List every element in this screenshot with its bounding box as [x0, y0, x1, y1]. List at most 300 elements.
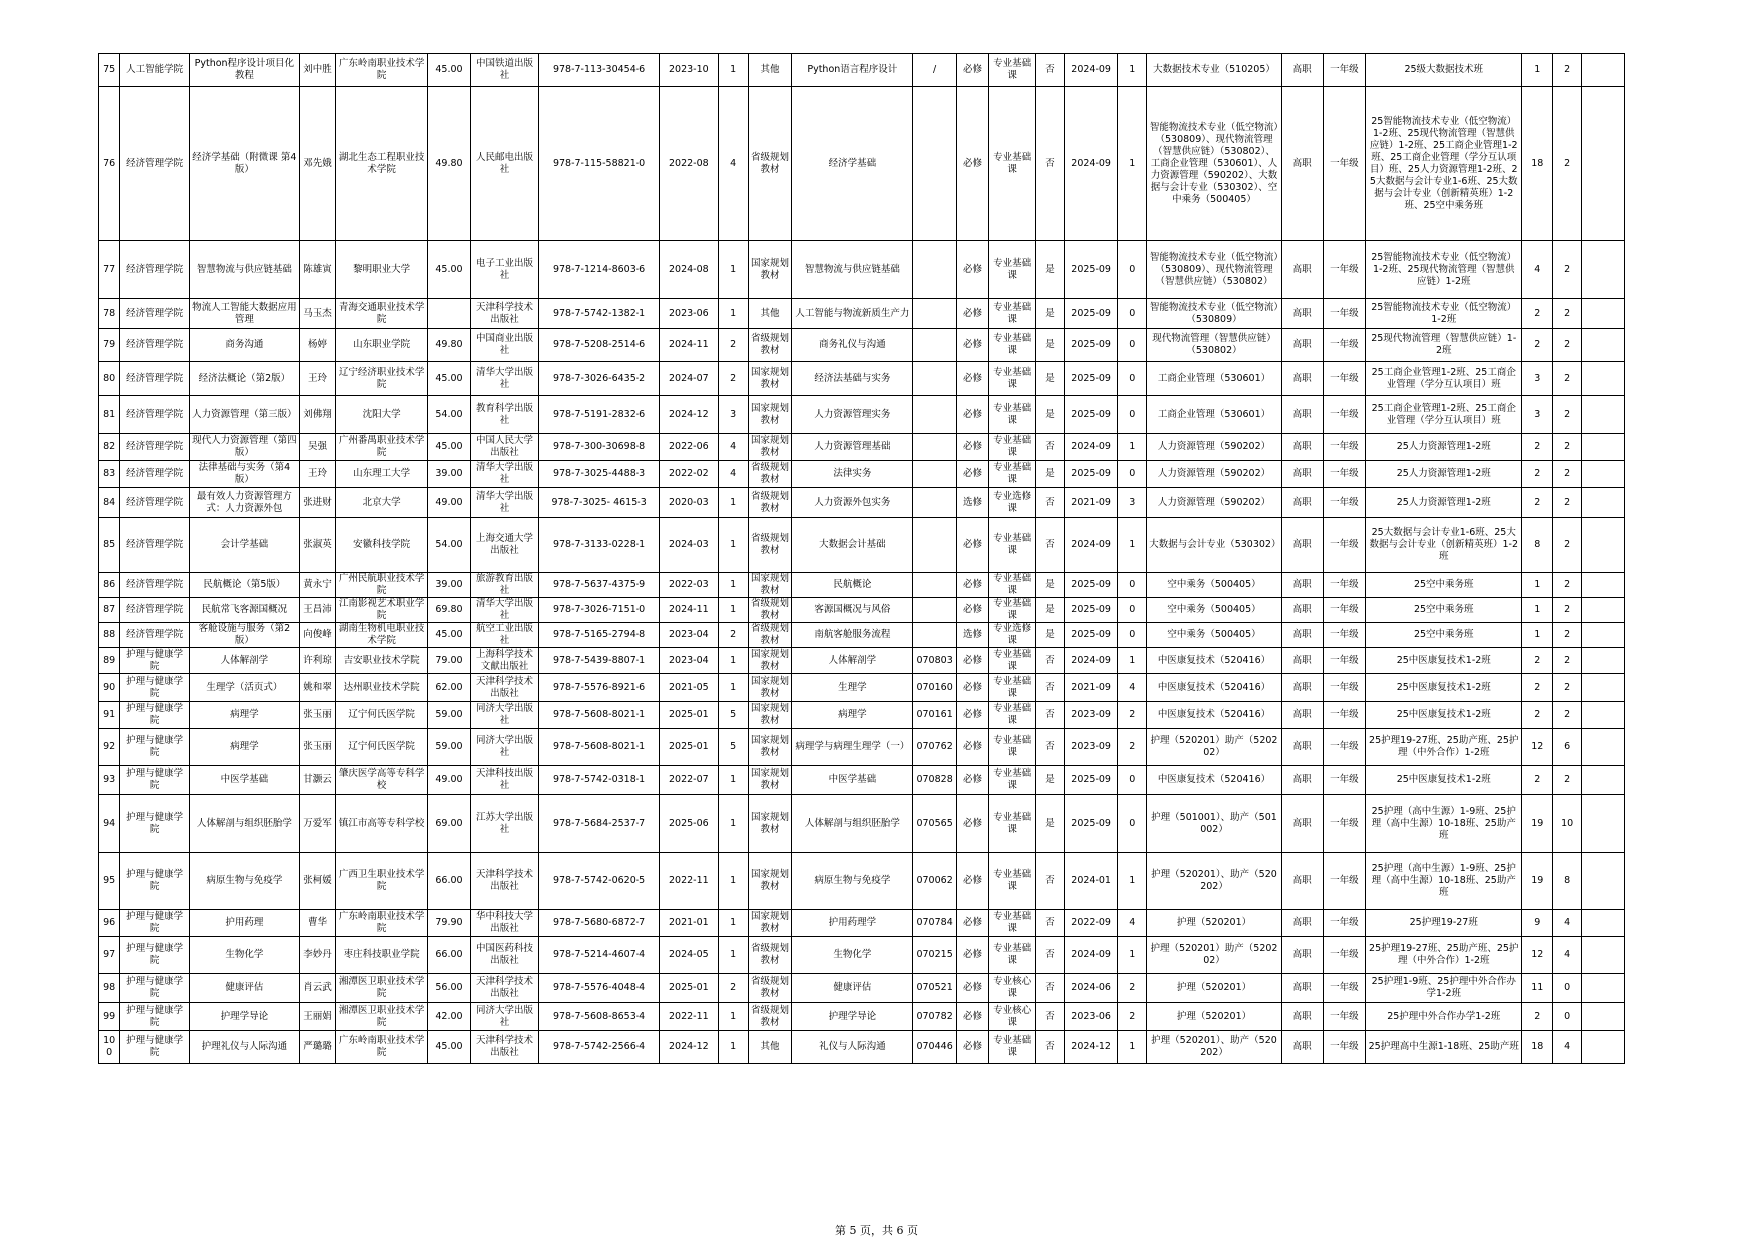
table-cell: 高职	[1281, 362, 1323, 396]
table-cell: 工商企业管理（530601）	[1147, 362, 1282, 396]
table-cell: 高职	[1281, 674, 1323, 702]
table-cell: 经济管理学院	[120, 299, 189, 329]
table-cell	[913, 461, 957, 488]
table-cell: 专业基础课	[989, 54, 1036, 87]
table-cell: 必修	[957, 974, 989, 1003]
table-cell: 2025-06	[659, 795, 718, 853]
table-cell: 1	[1522, 573, 1553, 598]
table-cell: 王丽娟	[299, 1003, 335, 1031]
table-cell: 向俊峰	[299, 623, 335, 648]
table-cell	[1582, 623, 1625, 648]
table-cell: 国家规划教材	[748, 362, 792, 396]
table-cell: 2025-09	[1064, 461, 1117, 488]
table-cell: 是	[1036, 598, 1065, 623]
table-cell	[913, 299, 957, 329]
table-cell: 49.80	[428, 329, 471, 362]
table-cell: 39.00	[428, 461, 471, 488]
table-cell: 85	[99, 518, 120, 573]
table-cell: 59.00	[428, 702, 471, 729]
table-cell: 978-7-5208-2514-6	[539, 329, 660, 362]
table-cell: 98	[99, 974, 120, 1003]
table-row	[99, 329, 1625, 362]
table-cell: 山东理工大学	[336, 461, 428, 488]
table-cell: 必修	[957, 54, 989, 87]
table-cell: 同济大学出版社	[470, 729, 538, 766]
table-cell: 070521	[913, 974, 957, 1003]
table-cell: 2025-09	[1064, 795, 1117, 853]
table-cell: 会计学基础	[189, 518, 299, 573]
table-cell: 9	[1522, 910, 1553, 937]
table-cell: 省级规划教材	[748, 1003, 792, 1031]
table-cell: 护理（520201）	[1147, 910, 1282, 937]
table-cell: Python语言程序设计	[792, 54, 913, 87]
table-cell: 18	[1522, 1031, 1553, 1064]
table-cell: 2	[1553, 488, 1582, 518]
table-row	[99, 648, 1625, 674]
table-cell: 张进财	[299, 488, 335, 518]
table-cell: 是	[1036, 299, 1065, 329]
table-cell: 病理学与病理生理学（一）	[792, 729, 913, 766]
table-cell: 2022-09	[1064, 910, 1117, 937]
table-cell: 2	[1118, 702, 1147, 729]
table-cell	[1582, 853, 1625, 910]
table-cell: 91	[99, 702, 120, 729]
table-cell: 59.00	[428, 729, 471, 766]
table-cell: 清华大学出版社	[470, 461, 538, 488]
table-cell: 专业基础课	[989, 674, 1036, 702]
table-cell: 978-7-5608-8653-4	[539, 1003, 660, 1031]
table-cell: 2021-09	[1064, 674, 1117, 702]
table-cell: 省级规划教材	[748, 461, 792, 488]
table-cell: 民航常飞客源国概况	[189, 598, 299, 623]
table-cell: 是	[1036, 766, 1065, 795]
table-cell: 必修	[957, 299, 989, 329]
table-cell: 空中乘务（500405）	[1147, 573, 1282, 598]
table-cell: 1	[1118, 54, 1147, 87]
table-cell: 978-7-5608-8021-1	[539, 702, 660, 729]
table-cell: 一年级	[1323, 910, 1366, 937]
table-cell: 高职	[1281, 396, 1323, 434]
table-cell: 0	[1118, 766, 1147, 795]
table-cell: 2021-09	[1064, 488, 1117, 518]
table-cell: 4	[1522, 241, 1553, 299]
table-cell: 其他	[748, 299, 792, 329]
table-cell: 教育科学出版社	[470, 396, 538, 434]
table-cell: 国家规划教材	[748, 573, 792, 598]
table-cell: 生理学（活页式）	[189, 674, 299, 702]
table-cell: 88	[99, 623, 120, 648]
table-cell: 2022-06	[659, 434, 718, 461]
table-cell: 66.00	[428, 853, 471, 910]
table-cell: 智慧物流与供应链基础	[189, 241, 299, 299]
table-cell: 一年级	[1323, 241, 1366, 299]
table-row	[99, 518, 1625, 573]
table-cell	[1582, 241, 1625, 299]
table-cell: 礼仪与人际沟通	[792, 1031, 913, 1064]
table-cell: 2	[1522, 329, 1553, 362]
table-cell: 病理学	[189, 729, 299, 766]
table-cell: 2024-05	[659, 937, 718, 974]
table-cell: 070784	[913, 910, 957, 937]
table-cell: 56.00	[428, 974, 471, 1003]
table-cell: 978-7-5576-4048-4	[539, 974, 660, 1003]
table-cell	[1582, 329, 1625, 362]
table-cell: 否	[1036, 54, 1065, 87]
table-cell: 0	[1118, 362, 1147, 396]
table-cell: 2025-01	[659, 702, 718, 729]
table-cell: 一年级	[1323, 87, 1366, 241]
table-cell: 070828	[913, 766, 957, 795]
table-cell: 人工智能学院	[120, 54, 189, 87]
table-cell: 中国医药科技出版社	[470, 937, 538, 974]
table-cell: 4	[1118, 910, 1147, 937]
table-cell: 江苏大学出版社	[470, 795, 538, 853]
table-cell: 专业基础课	[989, 362, 1036, 396]
table-cell: 护理与健康学院	[120, 853, 189, 910]
table-cell: 中国商业出版社	[470, 329, 538, 362]
page-footer: 第 5 页，共 6 页	[835, 1224, 918, 1237]
table-cell: 护理与健康学院	[120, 974, 189, 1003]
table-cell: 2024-03	[659, 518, 718, 573]
table-cell: 83	[99, 461, 120, 488]
table-cell: 经济管理学院	[120, 87, 189, 241]
table-cell: 25级大数据技术班	[1366, 54, 1522, 87]
table-cell: 专业基础课	[989, 937, 1036, 974]
table-cell	[1582, 54, 1625, 87]
table-cell: 天津科学技术出版社	[470, 674, 538, 702]
table-cell: 0	[1118, 573, 1147, 598]
table-cell: 2024-12	[659, 396, 718, 434]
table-cell: 民航概论（第5版）	[189, 573, 299, 598]
table-cell: 25智能物流技术专业（低空物流）1-2班、25现代物流管理（智慧供应链）1-2班、25工商企业管理1-2班、25工商企业管理（学分互认项目）班、25人力资源管理1-2班、25大数据与会计专业1-6班、25大数据与会计专业（创新精英班）1-2班、25空中乘务班	[1366, 87, 1522, 241]
table-cell: Python程序设计项目化教程	[189, 54, 299, 87]
table-cell: 广东岭南职业技术学院	[336, 54, 428, 87]
table-cell: 978-7-5742-2566-4	[539, 1031, 660, 1064]
table-cell: 2023-09	[1064, 729, 1117, 766]
table-cell: 0	[1118, 299, 1147, 329]
table-cell: 必修	[957, 702, 989, 729]
table-cell: 978-7-5680-6872-7	[539, 910, 660, 937]
table-cell: 护用药理学	[792, 910, 913, 937]
table-cell: 79.00	[428, 648, 471, 674]
table-cell: 2	[1118, 974, 1147, 1003]
table-cell: 王玲	[299, 461, 335, 488]
table-cell: 专业选修课	[989, 488, 1036, 518]
table-cell: 25现代物流管理（智慧供应链）1-2班	[1366, 329, 1522, 362]
table-cell: 中医康复技术（520416）	[1147, 766, 1282, 795]
table-cell: 护理（520201）、助产（520202）	[1147, 1031, 1282, 1064]
table-cell: 航空工业出版社	[470, 623, 538, 648]
table-cell: 必修	[957, 518, 989, 573]
table-cell: 万爱军	[299, 795, 335, 853]
table-cell: 93	[99, 766, 120, 795]
table-cell: 2024-06	[1064, 974, 1117, 1003]
table-cell	[913, 518, 957, 573]
table-row	[99, 241, 1625, 299]
table-cell: 一年级	[1323, 488, 1366, 518]
table-cell: 3	[1118, 488, 1147, 518]
table-cell: 是	[1036, 461, 1065, 488]
table-cell: 45.00	[428, 362, 471, 396]
table-cell	[1582, 729, 1625, 766]
table-cell: 护理与健康学院	[120, 910, 189, 937]
table-cell: 2025-09	[1064, 241, 1117, 299]
table-cell: 4	[718, 461, 748, 488]
table-cell: 1	[718, 937, 748, 974]
table-cell: 39.00	[428, 573, 471, 598]
table-cell: 2	[1553, 461, 1582, 488]
table-cell: 专业基础课	[989, 241, 1036, 299]
table-cell: 2	[718, 974, 748, 1003]
table-cell: 0	[1118, 396, 1147, 434]
table-cell: 一年级	[1323, 329, 1366, 362]
table-cell: 刘佛翔	[299, 396, 335, 434]
table-row	[99, 362, 1625, 396]
table-cell: 专业基础课	[989, 87, 1036, 241]
table-cell: 高职	[1281, 54, 1323, 87]
table-cell	[913, 623, 957, 648]
table-cell: 25工商企业管理1-2班、25工商企业管理（学分互认项目）班	[1366, 396, 1522, 434]
table-cell: 上海科学技术文献出版社	[470, 648, 538, 674]
table-cell: 专业基础课	[989, 396, 1036, 434]
table-cell: 广州民航职业技术学院	[336, 573, 428, 598]
table-cell: 高职	[1281, 598, 1323, 623]
table-cell: 95	[99, 853, 120, 910]
table-cell: 978-7-5742-0318-1	[539, 766, 660, 795]
table-cell: 2023-06	[1064, 1003, 1117, 1031]
table-cell: 一年级	[1323, 795, 1366, 853]
table-cell: 25空中乘务班	[1366, 573, 1522, 598]
table-cell: 2	[1553, 87, 1582, 241]
table-cell: 1	[1118, 518, 1147, 573]
table-cell: 现代物流管理（智慧供应链）（530802）	[1147, 329, 1282, 362]
table-cell: 0	[1553, 1003, 1582, 1031]
table-cell: 上海交通大学出版社	[470, 518, 538, 573]
table-cell: 978-7-5576-8921-6	[539, 674, 660, 702]
table-cell: 0	[1118, 623, 1147, 648]
table-cell	[1582, 910, 1625, 937]
table-cell: 4	[718, 87, 748, 241]
table-cell: 2	[1553, 573, 1582, 598]
table-cell: 2	[1522, 648, 1553, 674]
table-cell: 护理（520201）、助产（520202）	[1147, 853, 1282, 910]
table-cell: 25护理19-27班	[1366, 910, 1522, 937]
table-cell: 25人力资源管理1-2班	[1366, 434, 1522, 461]
table-cell: 2	[718, 623, 748, 648]
table-cell: 25护理1-9班、25护理中外合作办学1-2班	[1366, 974, 1522, 1003]
table-cell: 国家规划教材	[748, 396, 792, 434]
table-cell: 一年级	[1323, 299, 1366, 329]
table-cell: 25护理19-27班、25助产班、25护理（中外合作）1-2班	[1366, 729, 1522, 766]
table-cell: 肖云武	[299, 974, 335, 1003]
table-cell: 42.00	[428, 1003, 471, 1031]
table-cell: 1	[718, 241, 748, 299]
table-cell: 2025-09	[1064, 396, 1117, 434]
table-cell: 070062	[913, 853, 957, 910]
table-cell	[913, 396, 957, 434]
table-cell: 66.00	[428, 937, 471, 974]
table-cell: 必修	[957, 1003, 989, 1031]
table-cell: 978-7-5684-2537-7	[539, 795, 660, 853]
table-row	[99, 674, 1625, 702]
table-cell: 2	[1522, 766, 1553, 795]
table-cell: 清华大学出版社	[470, 362, 538, 396]
table-cell: 2024-09	[1064, 648, 1117, 674]
table-cell: 马玉杰	[299, 299, 335, 329]
table-cell: 否	[1036, 434, 1065, 461]
table-cell	[913, 362, 957, 396]
table-cell: 一年级	[1323, 1003, 1366, 1031]
table-cell	[1582, 87, 1625, 241]
table-cell: 王昌沛	[299, 598, 335, 623]
table-cell: 2	[1553, 702, 1582, 729]
table-cell: 25中医康复技术1-2班	[1366, 766, 1522, 795]
table-cell	[913, 241, 957, 299]
table-cell: 其他	[748, 54, 792, 87]
table-cell: 94	[99, 795, 120, 853]
table-cell: 一年级	[1323, 648, 1366, 674]
table-cell: 76	[99, 87, 120, 241]
table-row	[99, 937, 1625, 974]
table-cell: 北京大学	[336, 488, 428, 518]
table-cell: 智能物流技术专业（低空物流）（530809）、现代物流管理（智慧供应链）（530802）	[1147, 241, 1282, 299]
table-cell: 2	[1553, 648, 1582, 674]
table-cell: 89	[99, 648, 120, 674]
table-cell: 1	[718, 853, 748, 910]
table-cell: 25大数据与会计专业1-6班、25大数据与会计专业（创新精英班）1-2班	[1366, 518, 1522, 573]
table-cell: 人力资源管理基础	[792, 434, 913, 461]
table-cell: 高职	[1281, 241, 1323, 299]
table-cell: 枣庄科技职业学院	[336, 937, 428, 974]
table-cell: 经济管理学院	[120, 434, 189, 461]
table-cell: 一年级	[1323, 573, 1366, 598]
table-cell: 79	[99, 329, 120, 362]
table-cell: 经济法基础与实务	[792, 362, 913, 396]
table-cell: 2024-07	[659, 362, 718, 396]
table-cell: 专业核心课	[989, 974, 1036, 1003]
table-cell: 高职	[1281, 299, 1323, 329]
table-cell: 护理与健康学院	[120, 1003, 189, 1031]
table-cell: 1	[718, 766, 748, 795]
table-cell: 25中医康复技术1-2班	[1366, 702, 1522, 729]
table-cell: 清华大学出版社	[470, 488, 538, 518]
table-cell: 护理与健康学院	[120, 1031, 189, 1064]
table-cell: 电子工业出版社	[470, 241, 538, 299]
table-cell: 978-7-3026-6435-2	[539, 362, 660, 396]
table-cell: 一年级	[1323, 853, 1366, 910]
table-cell: 选修	[957, 488, 989, 518]
table-cell: 经济法概论（第2版）	[189, 362, 299, 396]
table-cell: 79.90	[428, 910, 471, 937]
table-cell: 8	[1553, 853, 1582, 910]
table-cell: 1	[1118, 1031, 1147, 1064]
table-cell	[1582, 974, 1625, 1003]
table-cell: 黄永宁	[299, 573, 335, 598]
table-cell: 84	[99, 488, 120, 518]
table-cell: 4	[718, 434, 748, 461]
table-cell	[1582, 766, 1625, 795]
table-cell: 978-7-3025- 4615-3	[539, 488, 660, 518]
table-cell: 辽宁经济职业技术学院	[336, 362, 428, 396]
table-cell: 工商企业管理（530601）	[1147, 396, 1282, 434]
table-cell: 25中医康复技术1-2班	[1366, 648, 1522, 674]
table-cell: 青海交通职业技术学院	[336, 299, 428, 329]
table-cell: 生物化学	[189, 937, 299, 974]
table-cell: 许利琼	[299, 648, 335, 674]
table-cell: 2025-01	[659, 974, 718, 1003]
table-cell: 070803	[913, 648, 957, 674]
table-cell: 否	[1036, 674, 1065, 702]
table-cell: 19	[1522, 795, 1553, 853]
table-cell: 否	[1036, 87, 1065, 241]
table-cell: 978-7-5191-2832-6	[539, 396, 660, 434]
table-cell: 专业基础课	[989, 329, 1036, 362]
table-cell: 护理（520201）	[1147, 974, 1282, 1003]
table-cell: 2021-01	[659, 910, 718, 937]
table-cell: 专业基础课	[989, 434, 1036, 461]
table-cell: 96	[99, 910, 120, 937]
table-row	[99, 853, 1625, 910]
table-cell: 国家规划教材	[748, 702, 792, 729]
table-cell: 专业基础课	[989, 702, 1036, 729]
table-cell	[1582, 1003, 1625, 1031]
table-cell	[1582, 362, 1625, 396]
table-cell: 专业基础课	[989, 729, 1036, 766]
table-cell: 必修	[957, 329, 989, 362]
table-cell: 070446	[913, 1031, 957, 1064]
table-cell: 大数据会计基础	[792, 518, 913, 573]
table-cell: 18	[1522, 87, 1553, 241]
table-cell: 高职	[1281, 518, 1323, 573]
table-cell: 一年级	[1323, 396, 1366, 434]
table-cell: 10	[1553, 795, 1582, 853]
table-cell: 4	[1553, 1031, 1582, 1064]
table-cell: 健康评估	[189, 974, 299, 1003]
table-cell: 人体解剖与组织胚胎学	[189, 795, 299, 853]
table-cell: 高职	[1281, 648, 1323, 674]
table-cell: 护理（520201）助产（520202）	[1147, 729, 1282, 766]
table-cell: 25空中乘务班	[1366, 598, 1522, 623]
table-cell: 民航概论	[792, 573, 913, 598]
table-cell: 否	[1036, 518, 1065, 573]
table-cell: 邓先娥	[299, 87, 335, 241]
table-cell: 978-7-3026-7151-0	[539, 598, 660, 623]
table-cell: 省级规划教材	[748, 518, 792, 573]
table-cell: 2024-11	[659, 329, 718, 362]
table-cell	[1582, 518, 1625, 573]
table-cell: 国家规划教材	[748, 648, 792, 674]
table-cell: 高职	[1281, 329, 1323, 362]
table-cell: 978-7-1214-8603-6	[539, 241, 660, 299]
table-cell: 南航客舱服务流程	[792, 623, 913, 648]
table-cell: 2	[1553, 766, 1582, 795]
table-cell: 高职	[1281, 729, 1323, 766]
table-cell: 护理与健康学院	[120, 702, 189, 729]
table-cell: 一年级	[1323, 974, 1366, 1003]
table-row	[99, 461, 1625, 488]
table-cell: 2	[718, 362, 748, 396]
table-row	[99, 974, 1625, 1003]
table-cell: 国家规划教材	[748, 674, 792, 702]
table-cell: 5	[718, 702, 748, 729]
table-cell: 专业选修课	[989, 623, 1036, 648]
table-cell: 一年级	[1323, 461, 1366, 488]
table-cell: 国家规划教材	[748, 853, 792, 910]
table-cell: 77	[99, 241, 120, 299]
table-cell: 1	[718, 54, 748, 87]
table-cell: 1	[1118, 853, 1147, 910]
table-cell: 69.80	[428, 598, 471, 623]
